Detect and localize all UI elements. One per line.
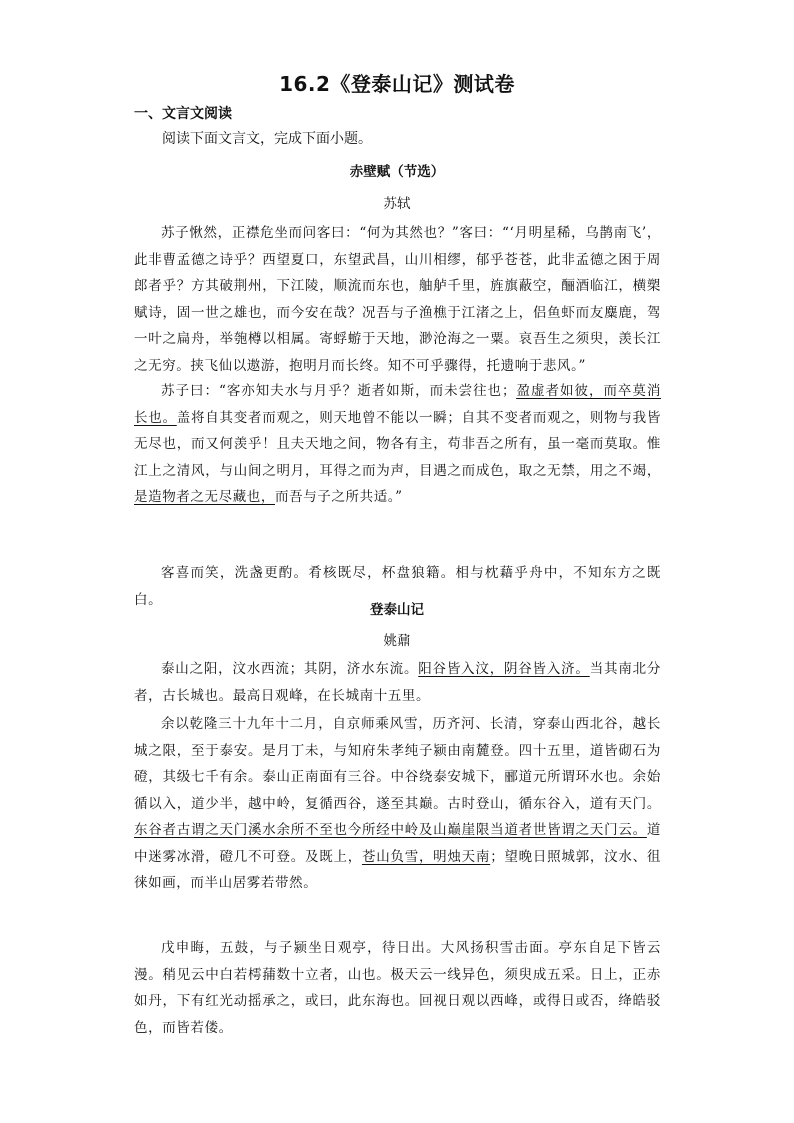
text2-paragraph-1 bbox=[134, 656, 661, 709]
text1-paragraph-1: 苏子愀然，正襟危坐而问客曰：“何为其然也？”客曰：“‘月明星稀，乌鹊南飞’，此非曹孟德之诗乎？西望夏口，东望武昌，山川相缪，郁乎苍苍，此非孟德之困于周郎者乎？方其破荆州，下江陵，顺流而东也，舳舻千里，旌旗蔽空，酾酒临江，横槊赋诗，固一世之雄也，而今安在哉？况吾与子渔樵于江渚之上，侣鱼虾而友麋鹿，驾一叶之扁舟，举匏樽以相属。寄蜉蝣于天地，渺沧海之一粟。哀吾生之须臾，羡长江之无穷。挟飞仙以遨游，抱明月而长终。知不可乎骤得，托遗响于悲风。” bbox=[134, 225, 661, 374]
text2-paragraph-2 bbox=[134, 711, 661, 897]
text1-p2-segment: 苏子曰：“客亦知夫水与月乎？逝者如斯，而未尝往也； bbox=[161, 383, 517, 399]
text1-paragraph-3: 客喜而笑，洗盏更酌。肴核既尽，杯盘狼籍。相与枕藉乎舟中，不知东方之既白。 bbox=[134, 565, 661, 608]
underlined-sentence: 盈虚者如彼，而卒莫消长也。 bbox=[134, 383, 662, 426]
underlined-sentence: 东谷者古谓之天门溪水余所不至也今所经中岭及山巅崖限当道者世皆谓之天门云。 bbox=[134, 822, 647, 838]
text1-author: 苏轼 bbox=[383, 196, 411, 212]
text2-p2-segment: 余以乾隆三十九年十二月，自京师乘风雪，历齐河、长清，穿泰山西北谷，越长城之限，至于泰安。是月丁未，与知府朱孝纯子颍由南麓登。四十五里，道皆砌石为磴，其级七千有余。泰山正南面有三谷。中谷绕泰安城下，郦道元所谓环水也。余始循以入，道少半，越中岭，复循西谷，遂至其巅。古时登山，循东谷入，道有天门。 bbox=[134, 716, 661, 812]
text2-paragraph-3: 戊申晦，五鼓，与子颍坐日观亭，待日出。大风扬积雪击面。亭东自足下皆云漫。稍见云中白若樗蒱数十立者，山也。极天云一线异色，须臾成五采。日上，正赤如丹，下有红光动摇承之，或曰，此东海也。回视日观以西峰，或得日或否，绛皓驳色，而皆若偻。 bbox=[134, 940, 661, 1036]
text2-p1-segment: 泰山之阳，汶水西流；其阴，济水东流。 bbox=[161, 661, 419, 677]
text2-p2-segment: ；望晚日照城郭，汶水、徂徕如画，而半山居雾若带然。 bbox=[134, 848, 662, 891]
instruction-text: 阅读下面文言文，完成下面小题。 bbox=[162, 131, 372, 147]
text2-author: 姚鼐 bbox=[383, 633, 411, 649]
text1-p2-segment: 而吾与子之所共适。” bbox=[275, 489, 403, 505]
text2-title: 登泰山记 bbox=[370, 602, 424, 618]
page-title: 16.2《登泰山记》测试卷 bbox=[279, 72, 515, 96]
text1-paragraph-2 bbox=[134, 378, 661, 511]
section-heading: 一、文言文阅读 bbox=[134, 106, 232, 122]
text2-p2-segment: 道中迷雾冰滑，磴几不可登。及既上， bbox=[134, 822, 661, 865]
underlined-sentence: 阳谷皆入汶，阴谷皆入济。 bbox=[418, 661, 590, 677]
text1-title: 赤壁赋（节选） bbox=[349, 164, 445, 180]
text2-p1-segment: 当其南北分者，古长城也。最高日观峰，在长城南十五里。 bbox=[134, 661, 661, 704]
text1-p2-segment: 盖将自其变者而观之，则天地曾不能以一瞬；自其不变者而观之，则物与我皆无尽也，而又何羡乎！且夫天地之间，物各有主，苟非吾之所有，虽一毫而莫取。惟江上之清风，与山间之明月，耳得之而为声，目遇之而成色，取之无禁，用之不竭， bbox=[134, 409, 661, 479]
underlined-sentence: 苍山负雪，明烛天南 bbox=[361, 848, 491, 865]
underlined-sentence: 是造物者之无尽藏也， bbox=[134, 489, 275, 505]
